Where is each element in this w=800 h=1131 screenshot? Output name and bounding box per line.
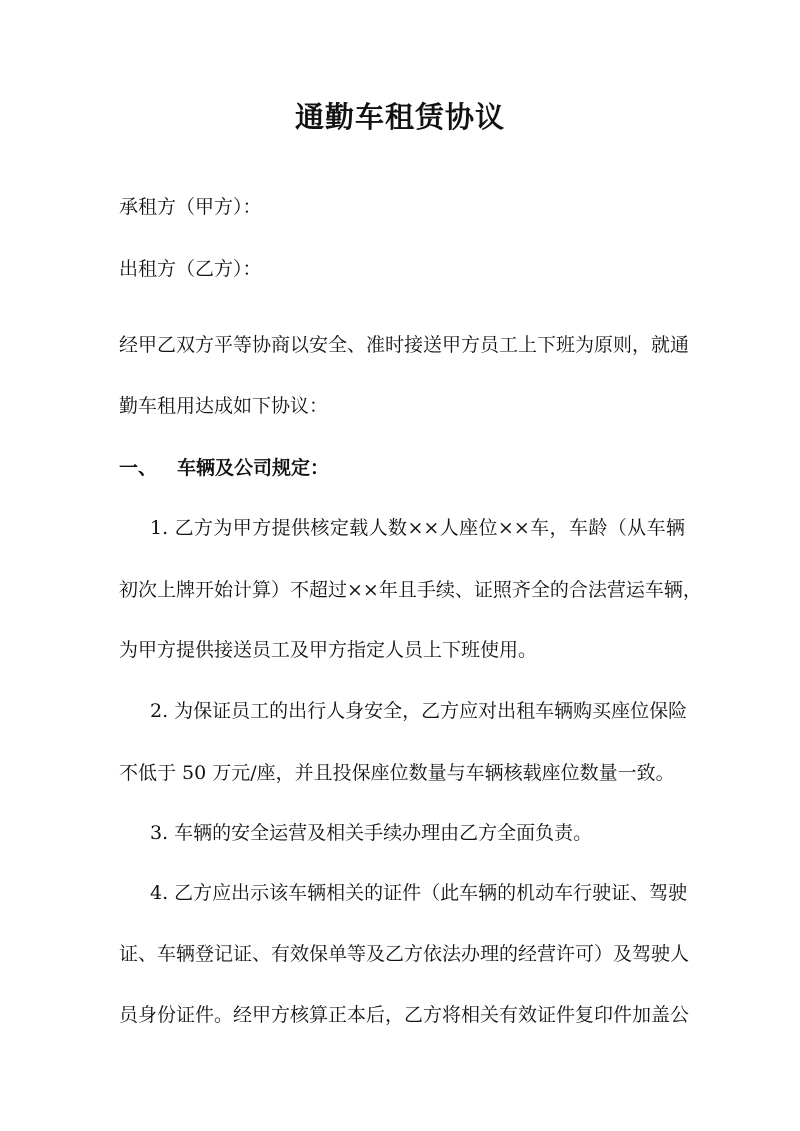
- preamble-line-1: 经甲乙双方平等协商以安全、准时接送甲方员工上下班为原则，就通: [119, 334, 690, 356]
- item-2-line-2: 不低于 50 万元/座，并且投保座位数量与车辆核载座位数量一致。: [119, 762, 675, 784]
- item-3-line-1: 3. 车辆的安全运营及相关手续办理由乙方全面负责。: [150, 822, 593, 844]
- document-title: 通勤车租赁协议: [294, 100, 505, 134]
- section-number: 一、: [119, 457, 158, 479]
- item-1-line-3: 为甲方提供接送员工及甲方指定人员上下班使用。: [119, 639, 538, 661]
- lessor-line: 出租方（乙方）：: [119, 258, 262, 280]
- item-1-line-1: 1. 乙方为甲方提供核定载人数××人座位××车，车龄（从车辆: [150, 517, 685, 539]
- item-4-line-3: 员身份证件。经甲方核算正本后，乙方将相关有效证件复印件加盖公: [119, 1004, 690, 1026]
- item-1-line-2: 初次上牌开始计算）不超过××年且手续、证照齐全的合法营运车辆，: [119, 579, 702, 601]
- item-4-line-1: 4. 乙方应出示该车辆相关的证件（此车辆的机动车行驶证、驾驶: [150, 882, 688, 904]
- section-1-heading: [119, 455, 685, 481]
- item-4-line-2: 证、车辆登记证、有效保单等及乙方依法办理的经营许可）及驾驶人: [119, 943, 690, 965]
- item-2-line-1: 2. 为保证员工的出行人身安全，乙方应对出租车辆购买座位保险: [150, 700, 688, 722]
- section-title: 车辆及公司规定：: [177, 457, 330, 479]
- preamble-line-2: 勤车租用达成如下协议：: [119, 395, 329, 417]
- lessee-line: 承租方（甲方）：: [119, 196, 262, 218]
